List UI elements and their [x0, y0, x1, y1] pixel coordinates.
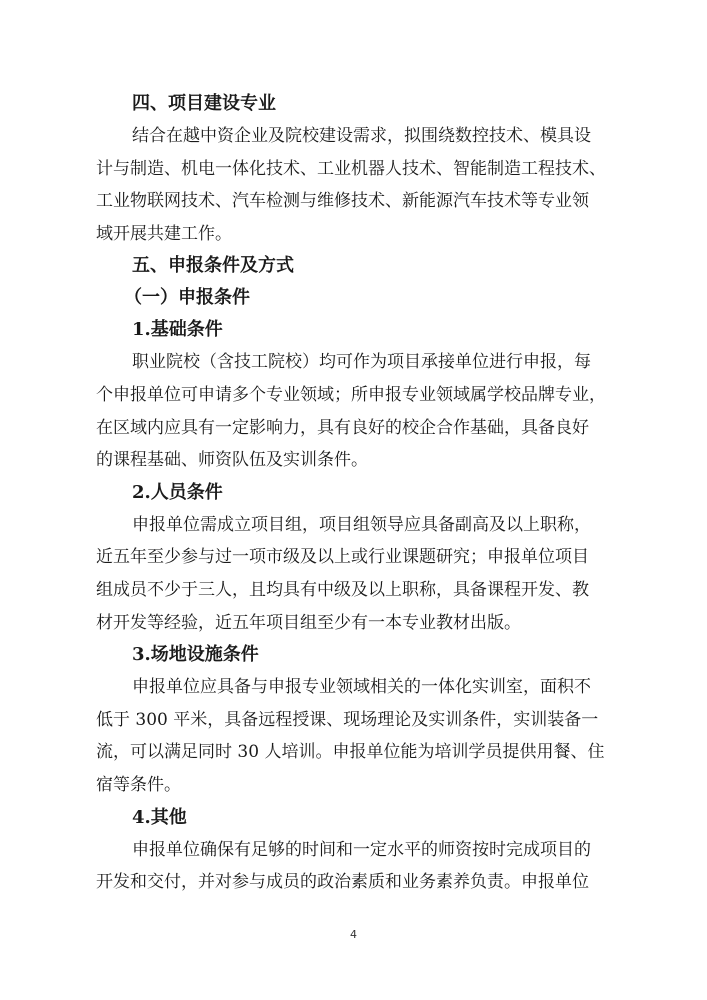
paragraph-line: 工业物联网技术、汽车检测与维修技术、新能源汽车技术等专业领: [96, 191, 589, 212]
paragraph-line: 职业院校（含技工院校）均可作为项目承接单位进行申报，每: [132, 352, 591, 373]
paragraph-line: 个申报单位可申请多个专业领域；所申报专业领域属学校品牌专业，: [96, 384, 606, 405]
item-2-heading: 2.人员条件: [132, 481, 223, 503]
paragraph-line: 材开发等经验，近五年项目组至少有一本专业教材出版。: [96, 612, 521, 633]
item-1-paragraph: [96, 346, 636, 476]
item-2-paragraph: [96, 509, 636, 639]
subsection-1-heading: （一）申报条件: [124, 287, 250, 309]
paragraph-line: 在区域内应具有一定影响力，具有良好的校企合作基础，具备良好: [96, 417, 589, 438]
paragraph-line: 申报单位需成立项目组，项目组领导应具备副高及以上职称，: [132, 514, 591, 535]
paragraph-line: 流，可以满足同时 30 人培训。申报单位能为培训学员提供用餐、住: [96, 742, 605, 763]
paragraph-line: 的课程基础、师资队伍及实训条件。: [96, 450, 368, 471]
paragraph-line: 组成员不少于三人，且均具有中级及以上职称，具备课程开发、教: [96, 579, 589, 600]
section-4-heading: 四、项目建设专业: [132, 93, 276, 114]
paragraph-line: 申报单位应具备与申报专业领域相关的一体化实训室，面积不: [132, 677, 591, 698]
section-4-paragraph: [96, 120, 636, 250]
paragraph-line: 低于 300 平米，具备远程授课、现场理论及实训条件，实训装备一: [96, 709, 599, 730]
paragraph-line: 宿等条件。: [96, 774, 181, 795]
page-content: [96, 88, 636, 899]
paragraph-line: 结合在越中资企业及院校建设需求，拟围绕数控技术、模具设: [132, 126, 591, 146]
paragraph-line: 申报单位确保有足够的时间和一定水平的师资按时完成项目的: [132, 839, 591, 860]
item-3-paragraph: [96, 671, 636, 801]
item-3-heading: 3.场地设施条件: [132, 644, 259, 666]
paragraph-line: 近五年至少参与过一项市级及以上或行业课题研究；申报单位项目: [96, 547, 589, 568]
item-4-paragraph: [96, 834, 636, 899]
paragraph-line: 计与制造、机电一体化技术、工业机器人技术、智能制造工程技术、: [96, 158, 606, 179]
section-5-heading: 五、申报条件及方式: [132, 255, 294, 277]
item-1-heading: 1.基础条件: [132, 319, 223, 341]
paragraph-line: 域开展共建工作。: [96, 223, 232, 244]
page-number: 4: [350, 928, 357, 941]
paragraph-line: 开发和交付，并对参与成员的政治素质和业务素养负责。申报单位: [96, 872, 589, 893]
item-4-heading: 4.其他: [132, 806, 187, 828]
